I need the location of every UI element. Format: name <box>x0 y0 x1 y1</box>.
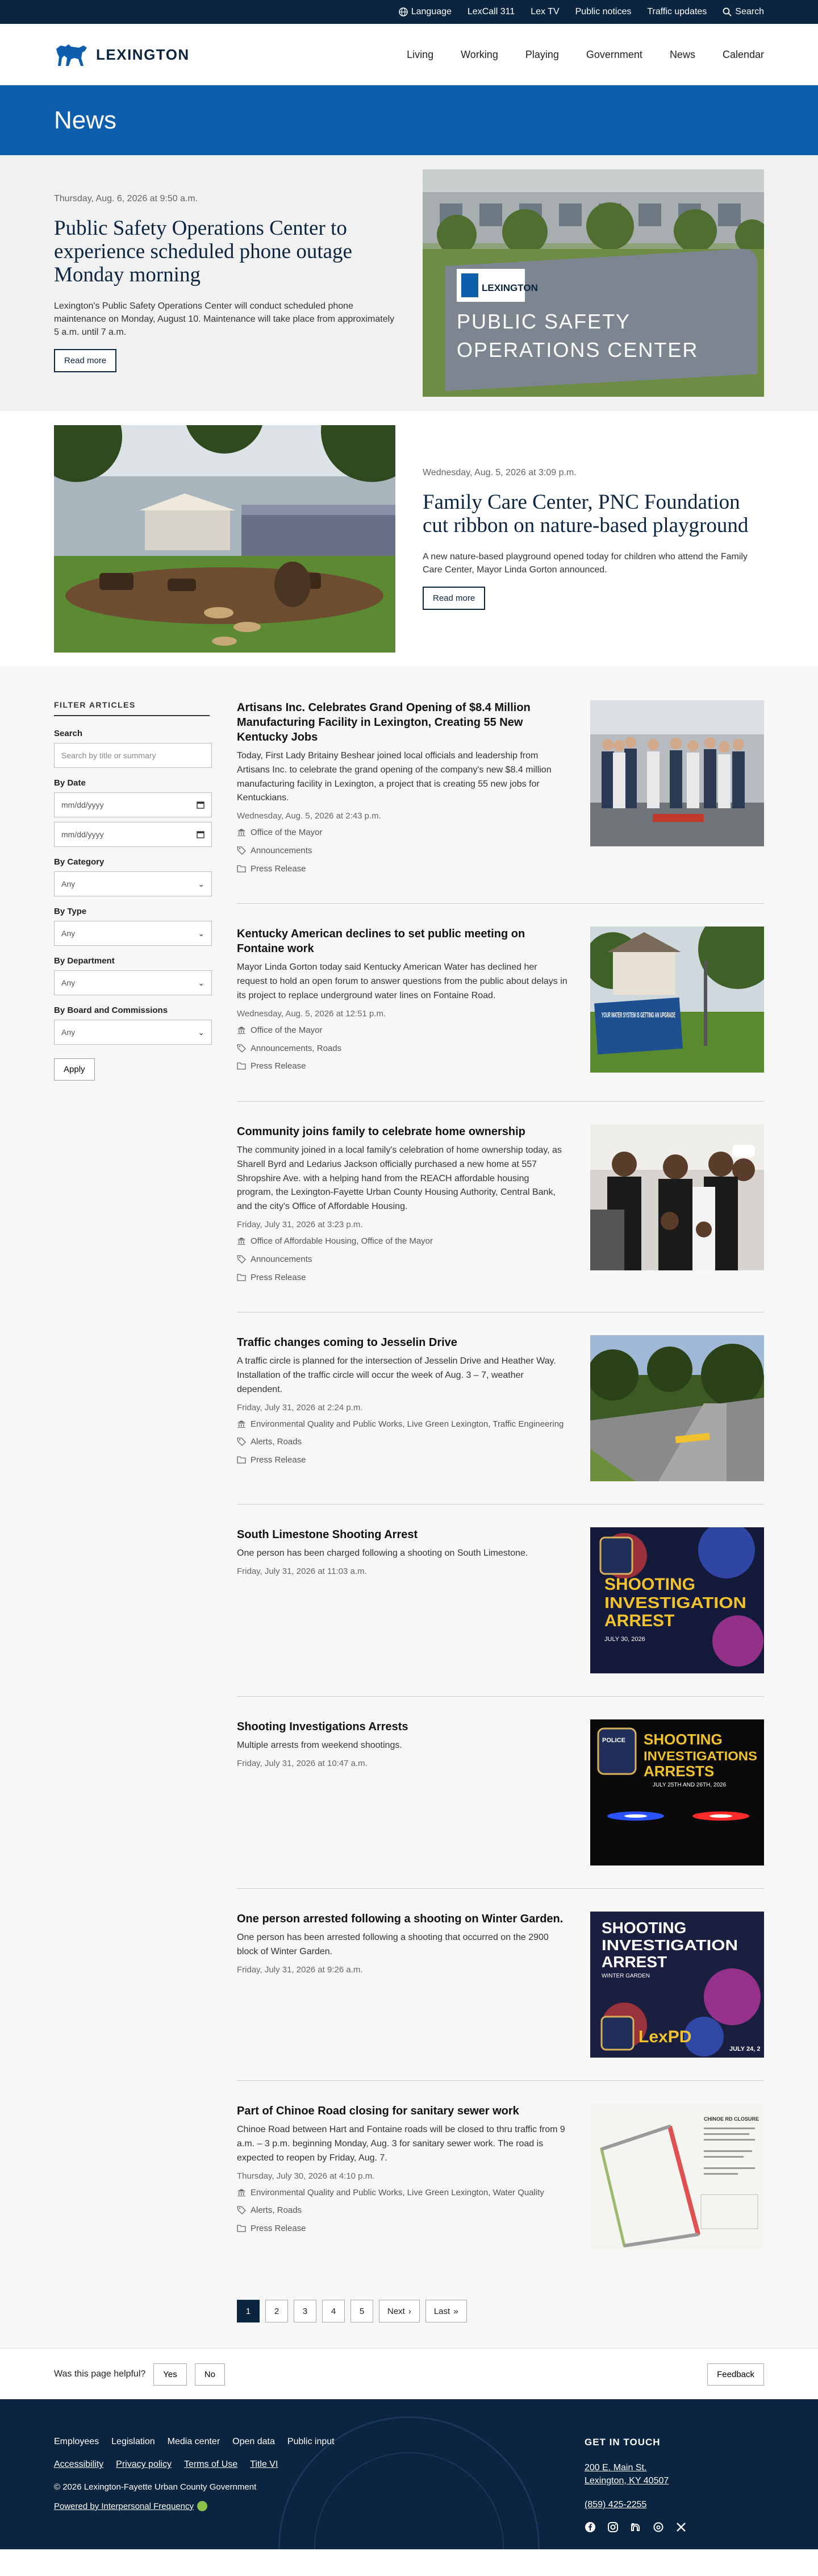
tags-text: Alerts, Roads <box>251 1437 302 1447</box>
category-select[interactable] <box>54 871 212 896</box>
language-label: Language <box>411 7 452 16</box>
no-button[interactable]: No <box>195 2363 225 2386</box>
search-link[interactable] <box>723 7 764 17</box>
article-item <box>237 1102 764 1312</box>
article-date: Friday, July 31, 2026 at 3:23 p.m. <box>237 1220 363 1230</box>
featured-title[interactable]: Family Care Center, PNC Foundation cut ribbon on nature-based playground <box>423 490 749 538</box>
last-page-button[interactable] <box>425 2300 467 2322</box>
logo-text: LEXINGTON <box>96 45 190 63</box>
article-date: Thursday, July 30, 2026 at 4:10 p.m. <box>237 2171 375 2181</box>
read-more-button[interactable]: Read more <box>54 349 116 372</box>
tag-icon <box>237 1254 246 1264</box>
chevron-down-icon: ⌄ <box>198 1027 204 1037</box>
lextv-link[interactable]: Lex TV <box>531 7 560 16</box>
type-text: Press Release <box>251 1061 306 1071</box>
footer-link-media-center[interactable]: Media center <box>167 2437 220 2447</box>
board-select-value: Any <box>61 1028 76 1037</box>
article-summary: Multiple arrests from weekend shootings. <box>237 1740 402 1751</box>
department-text: Office of the Mayor <box>251 1025 323 1035</box>
article-title[interactable]: Shooting Investigations Arrests <box>237 1721 408 1734</box>
article-title[interactable]: Traffic changes coming to Jesselin Drive <box>237 1336 457 1349</box>
sign-logo-text: LEXINGTON <box>482 282 538 293</box>
feedback-bar <box>0 2348 818 2399</box>
read-more-button[interactable]: Read more <box>423 587 485 610</box>
article-item <box>237 1505 764 1697</box>
footer-links-secondary <box>54 2459 335 2470</box>
next-page-button[interactable] <box>379 2300 420 2322</box>
type-filter-label: By Type <box>54 907 87 916</box>
featured-summary: A new nature-based playground opened today for children who attend the Family Care Center, Mayor Linda Gorton announced. <box>423 551 748 575</box>
type-text: Press Release <box>251 2224 306 2234</box>
article-image[interactable] <box>590 926 764 1073</box>
nav-playing[interactable]: Playing <box>525 48 559 60</box>
page-1-button[interactable]: 1 <box>237 2300 260 2322</box>
date-to-placeholder: mm/dd/yyyy <box>61 830 104 839</box>
search-filter-label: Search <box>54 729 83 738</box>
search-label: Search <box>735 7 764 16</box>
article-summary: The community joined in a local family's celebration of home ownership today, as Sharell Byrd and Ledarius Jackson officially purchased a new home at 557 Shropshire Ave. with a helping hand from the REACH affordable housing program, the Lexington-Fayette Urban County Housing Authority, Central Bank, and the city's Office of Affordable Housing. <box>237 1145 562 1212</box>
graphic-date: JULY 24, 2 <box>729 2046 761 2053</box>
folder-icon <box>237 1273 246 1282</box>
chevron-down-icon: ⌄ <box>198 879 204 888</box>
tags-text: Alerts, Roads <box>251 2205 302 2216</box>
footer-link-accessibility[interactable]: Accessibility <box>54 2459 104 2470</box>
graphic-date: JULY 25TH AND 26TH, 2026 <box>653 1782 727 1789</box>
article-summary: One person has been charged following a shooting on South Limestone. <box>237 1548 528 1559</box>
nav-working[interactable]: Working <box>461 48 498 60</box>
nav-government[interactable]: Government <box>586 48 642 60</box>
date-to-input[interactable] <box>54 822 212 847</box>
chevron-right-icon: › <box>408 2306 411 2316</box>
date-from-input[interactable] <box>54 792 212 817</box>
social-links <box>585 2521 764 2533</box>
address-line-2: Lexington, KY 40507 <box>585 2475 669 2486</box>
featured-date: Wednesday, Aug. 5, 2026 at 3:09 p.m. <box>423 467 577 477</box>
article-department <box>237 1235 567 1248</box>
page-5-button[interactable]: 5 <box>350 2300 373 2322</box>
building-icon <box>237 828 246 837</box>
language-link[interactable] <box>399 7 452 17</box>
article-date: Friday, July 31, 2026 at 11:03 a.m. <box>237 1567 367 1577</box>
article-title[interactable]: Part of Chinoe Road closing for sanitary sewer work <box>237 2105 519 2118</box>
board-filter-label: By Board and Commissions <box>54 1006 168 1015</box>
article-tags <box>237 845 567 857</box>
article-type <box>237 1272 567 1284</box>
building-icon <box>237 2188 246 2197</box>
type-text: Press Release <box>251 1272 306 1282</box>
graphic-line-1: SHOOTING <box>604 1575 696 1594</box>
article-department <box>237 1024 567 1037</box>
yes-button[interactable]: Yes <box>153 2363 186 2386</box>
article-department <box>237 2187 567 2199</box>
calendar-icon[interactable] <box>197 830 204 838</box>
lexcall-link[interactable]: LexCall 311 <box>467 7 515 16</box>
department-text: Environmental Quality and Public Works, Live Green Lexington, Water Quality <box>251 2187 544 2197</box>
copyright: © 2026 Lexington-Fayette Urban County Government <box>54 2482 257 2492</box>
featured-image <box>54 425 395 653</box>
folder-icon <box>237 2224 246 2233</box>
footer-link-employees[interactable]: Employees <box>54 2437 99 2447</box>
tag-icon <box>237 2205 246 2214</box>
search-filter-placeholder: Search by title or summary <box>61 751 156 760</box>
search-filter-input[interactable] <box>54 743 212 768</box>
footer-link-public-input[interactable]: Public input <box>287 2437 335 2447</box>
article-tags <box>237 1042 567 1055</box>
sign-line-2: OPERATIONS CENTER <box>457 338 699 362</box>
article-date: Friday, July 31, 2026 at 10:47 a.m. <box>237 1759 368 1769</box>
tags-text: Announcements <box>251 1254 312 1264</box>
category-filter-label: By Category <box>54 857 105 867</box>
page-title: News <box>54 106 117 134</box>
article-image[interactable] <box>590 2104 764 2250</box>
article-summary: A traffic circle is planned for the intersection of Jesselin Drive and Heather Way. Installation of the traffic circle will occur the week of Aug. 3 – 7, weather dependent. <box>237 1356 556 1394</box>
graphic-line-2: INVESTIGATION <box>602 1937 738 1954</box>
featured-date: Thursday, Aug. 6, 2026 at 9:50 a.m. <box>54 193 198 203</box>
graphic-line-1: SHOOTING <box>644 1731 723 1748</box>
article-title[interactable]: Artisans Inc. Celebrates Grand Opening of $8.4 Million Manufacturing Facility in Lexington, Creating 55 New Kentucky Jobs <box>237 701 531 743</box>
article-item <box>237 1889 764 2081</box>
page-4-button[interactable]: 4 <box>322 2300 345 2322</box>
filter-panel <box>54 700 210 2322</box>
filter-heading: FILTER ARTICLES <box>54 700 210 716</box>
footer-link-privacy[interactable]: Privacy policy <box>116 2459 172 2470</box>
footer-link-title-vi[interactable]: Title VI <box>250 2459 278 2470</box>
article-date: Friday, July 31, 2026 at 9:26 a.m. <box>237 1964 363 1975</box>
article-department <box>237 1418 567 1431</box>
nav-calendar[interactable]: Calendar <box>722 48 764 60</box>
graphic-badge: POLICE <box>602 1737 625 1744</box>
next-label: Next <box>387 2306 405 2316</box>
article-tags <box>237 1436 567 1448</box>
folder-icon <box>237 1061 246 1070</box>
article-tags <box>237 1253 567 1266</box>
powered-by-link[interactable] <box>54 2501 335 2511</box>
article-image[interactable] <box>590 1912 764 2058</box>
footer-link-open-data[interactable]: Open data <box>232 2437 275 2447</box>
graphic-line-2: INVESTIGATIONS <box>644 1749 757 1764</box>
article-type <box>237 1454 567 1466</box>
department-select-value: Any <box>61 978 76 987</box>
nav-living[interactable]: Living <box>407 48 434 60</box>
article-summary: Mayor Linda Gorton today said Kentucky American Water has declined her request to hold an open forum to answer questions from the public about delays in its project to replace underground water lines on Fontaine Road. <box>237 962 567 1001</box>
powered-by-text: Powered by Interpersonal Frequency <box>54 2501 194 2511</box>
horse-logo-icon <box>54 41 89 68</box>
graphic-date: JULY 30, 2026 <box>604 1636 645 1643</box>
featured-article-1 <box>0 155 818 411</box>
type-select[interactable] <box>54 921 212 946</box>
article-date: Friday, July 31, 2026 at 2:24 p.m. <box>237 1402 363 1412</box>
type-text: Press Release <box>251 863 306 874</box>
sign-text: YOUR WATER SYSTEM IS GETTING AN UPGRADE <box>602 1011 676 1020</box>
footer-link-terms[interactable]: Terms of Use <box>183 2459 238 2470</box>
tags-text: Announcements <box>251 845 312 855</box>
last-label: Last <box>433 2306 450 2316</box>
date-filter-label: By Date <box>54 778 86 788</box>
footer-links-primary <box>54 2437 335 2447</box>
article-image[interactable] <box>590 700 764 846</box>
article-department <box>237 826 567 839</box>
phone-link[interactable]: (859) 425-2255 <box>585 2500 647 2510</box>
featured-article-2 <box>0 411 818 666</box>
pagination <box>237 2300 764 2322</box>
tag-icon <box>237 846 246 855</box>
chevron-down-icon: ⌄ <box>198 978 204 987</box>
article-image[interactable] <box>590 1124 764 1270</box>
traffic-updates-link[interactable]: Traffic updates <box>647 7 707 16</box>
date-from-placeholder: mm/dd/yyyy <box>61 800 104 809</box>
nextdoor-icon[interactable] <box>630 2521 641 2533</box>
site-header <box>0 24 818 85</box>
footer-link-legislation[interactable]: Legislation <box>111 2437 155 2447</box>
graphic-line-2: INVESTIGATION <box>604 1594 746 1612</box>
graphic-line-1: SHOOTING <box>602 1919 687 1937</box>
article-date: Wednesday, Aug. 5, 2026 at 12:51 p.m. <box>237 1008 386 1019</box>
article-image[interactable] <box>590 1335 764 1481</box>
department-select[interactable] <box>54 970 212 995</box>
type-text: Press Release <box>251 1455 306 1465</box>
x-icon[interactable] <box>675 2521 687 2533</box>
building-icon <box>237 1236 246 1245</box>
article-date: Wednesday, Aug. 5, 2026 at 2:43 p.m. <box>237 811 381 821</box>
public-notices-link[interactable]: Public notices <box>575 7 632 16</box>
article-summary: Chinoe Road between Hart and Fontaine roads will be closed to thru traffic from 9 a.m. – 3 p.m. beginning Monday, Aug. 3 for sanitary sewer work. The road is expected to reopen by Friday, Aug. 7. <box>237 2125 565 2163</box>
department-text: Office of Affordable Housing, Office of the Mayor <box>251 1236 433 1247</box>
graphic-line-3: ARREST <box>604 1611 675 1631</box>
article-item <box>237 1312 764 1505</box>
article-title[interactable]: South Limestone Shooting Arrest <box>237 1528 418 1542</box>
graphic-line-3: ARRESTS <box>644 1763 715 1780</box>
department-filter-label: By Department <box>54 956 115 966</box>
article-image[interactable] <box>590 1527 764 1673</box>
graphic-subtitle: WINTER GARDEN <box>602 1973 650 1980</box>
contact-block <box>585 2437 764 2533</box>
threads-icon[interactable] <box>653 2521 664 2533</box>
page-banner <box>0 85 818 155</box>
calendar-icon[interactable] <box>197 801 204 809</box>
site-logo[interactable] <box>54 41 190 68</box>
article-summary: One person has been arrested following a shooting that occurred on the 2900 block of Winter Garden. <box>237 1933 549 1957</box>
search-icon <box>723 7 732 16</box>
article-type <box>237 2222 567 2235</box>
chevron-down-icon: ⌄ <box>198 928 204 938</box>
article-type <box>237 863 567 875</box>
building-icon <box>237 1419 246 1428</box>
folder-icon <box>237 1455 246 1464</box>
article-list <box>237 700 764 2322</box>
board-select[interactable] <box>54 1020 212 1045</box>
article-tags <box>237 2204 567 2217</box>
address-line-1: 200 E. Main St. <box>585 2463 647 2473</box>
article-item <box>237 904 764 1102</box>
featured-summary: Lexington's Public Safety Operations Center will conduct scheduled phone maintenance on Monday, August 10. Maintenance will take place from approximately 5 a.m. until 7 a.m. <box>54 301 395 338</box>
nav-news[interactable]: News <box>669 48 695 60</box>
apply-filter-button[interactable]: Apply <box>54 1058 95 1081</box>
department-text: Environmental Quality and Public Works, Live Green Lexington, Traffic Engineering <box>251 1419 564 1429</box>
folder-icon <box>237 864 246 873</box>
graphic-brand: LexPD <box>638 2027 692 2047</box>
site-footer <box>0 2399 818 2549</box>
address-link[interactable] <box>585 2462 764 2487</box>
page-3-button[interactable]: 3 <box>294 2300 316 2322</box>
tag-icon <box>237 1044 246 1053</box>
type-select-value: Any <box>61 929 76 938</box>
main-nav <box>407 49 764 61</box>
tag-icon <box>237 1437 246 1446</box>
category-select-value: Any <box>61 879 76 888</box>
tags-text: Announcements, Roads <box>251 1043 342 1053</box>
utility-bar <box>0 0 818 24</box>
building-icon <box>237 1025 246 1034</box>
article-type <box>237 1060 567 1073</box>
double-chevron-right-icon: » <box>453 2306 458 2316</box>
feedback-button[interactable]: Feedback <box>707 2363 764 2386</box>
article-item <box>237 700 764 904</box>
article-title[interactable]: One person arrested following a shooting on Winter Garden. <box>237 1913 564 1926</box>
map-title: CHINOE RD CLOSURE <box>704 2116 759 2122</box>
facebook-icon[interactable] <box>585 2521 596 2533</box>
graphic-line-3: ARREST <box>602 1953 667 1971</box>
article-listing <box>0 666 818 2348</box>
sign-line-1: PUBLIC SAFETY <box>457 310 631 333</box>
article-item <box>237 1697 764 1889</box>
article-image[interactable] <box>590 1719 764 1865</box>
article-title[interactable]: Community joins family to celebrate home ownership <box>237 1125 525 1139</box>
helpful-question: Was this page helpful? <box>54 2369 146 2379</box>
leaf-icon <box>197 2501 207 2511</box>
featured-image <box>423 169 764 397</box>
article-summary: Today, First Lady Britainy Beshear joined local officials and leadership from Artisans Inc. to celebrate the grand opening of the company's new $8.4 million manufacturing facility in Lexington, a project that is creating 55 new jobs for Kentuckians. <box>237 751 552 803</box>
globe-icon <box>399 7 408 16</box>
featured-title[interactable]: Public Safety Operations Center to experience scheduled phone outage Monday morning <box>54 216 352 287</box>
article-item <box>237 2081 764 2272</box>
contact-heading: GET IN TOUCH <box>585 2437 661 2448</box>
page-2-button[interactable]: 2 <box>265 2300 288 2322</box>
department-text: Office of the Mayor <box>251 828 323 838</box>
article-title[interactable]: Kentucky American declines to set public meeting on Fontaine work <box>237 928 525 955</box>
instagram-icon[interactable] <box>607 2521 619 2533</box>
